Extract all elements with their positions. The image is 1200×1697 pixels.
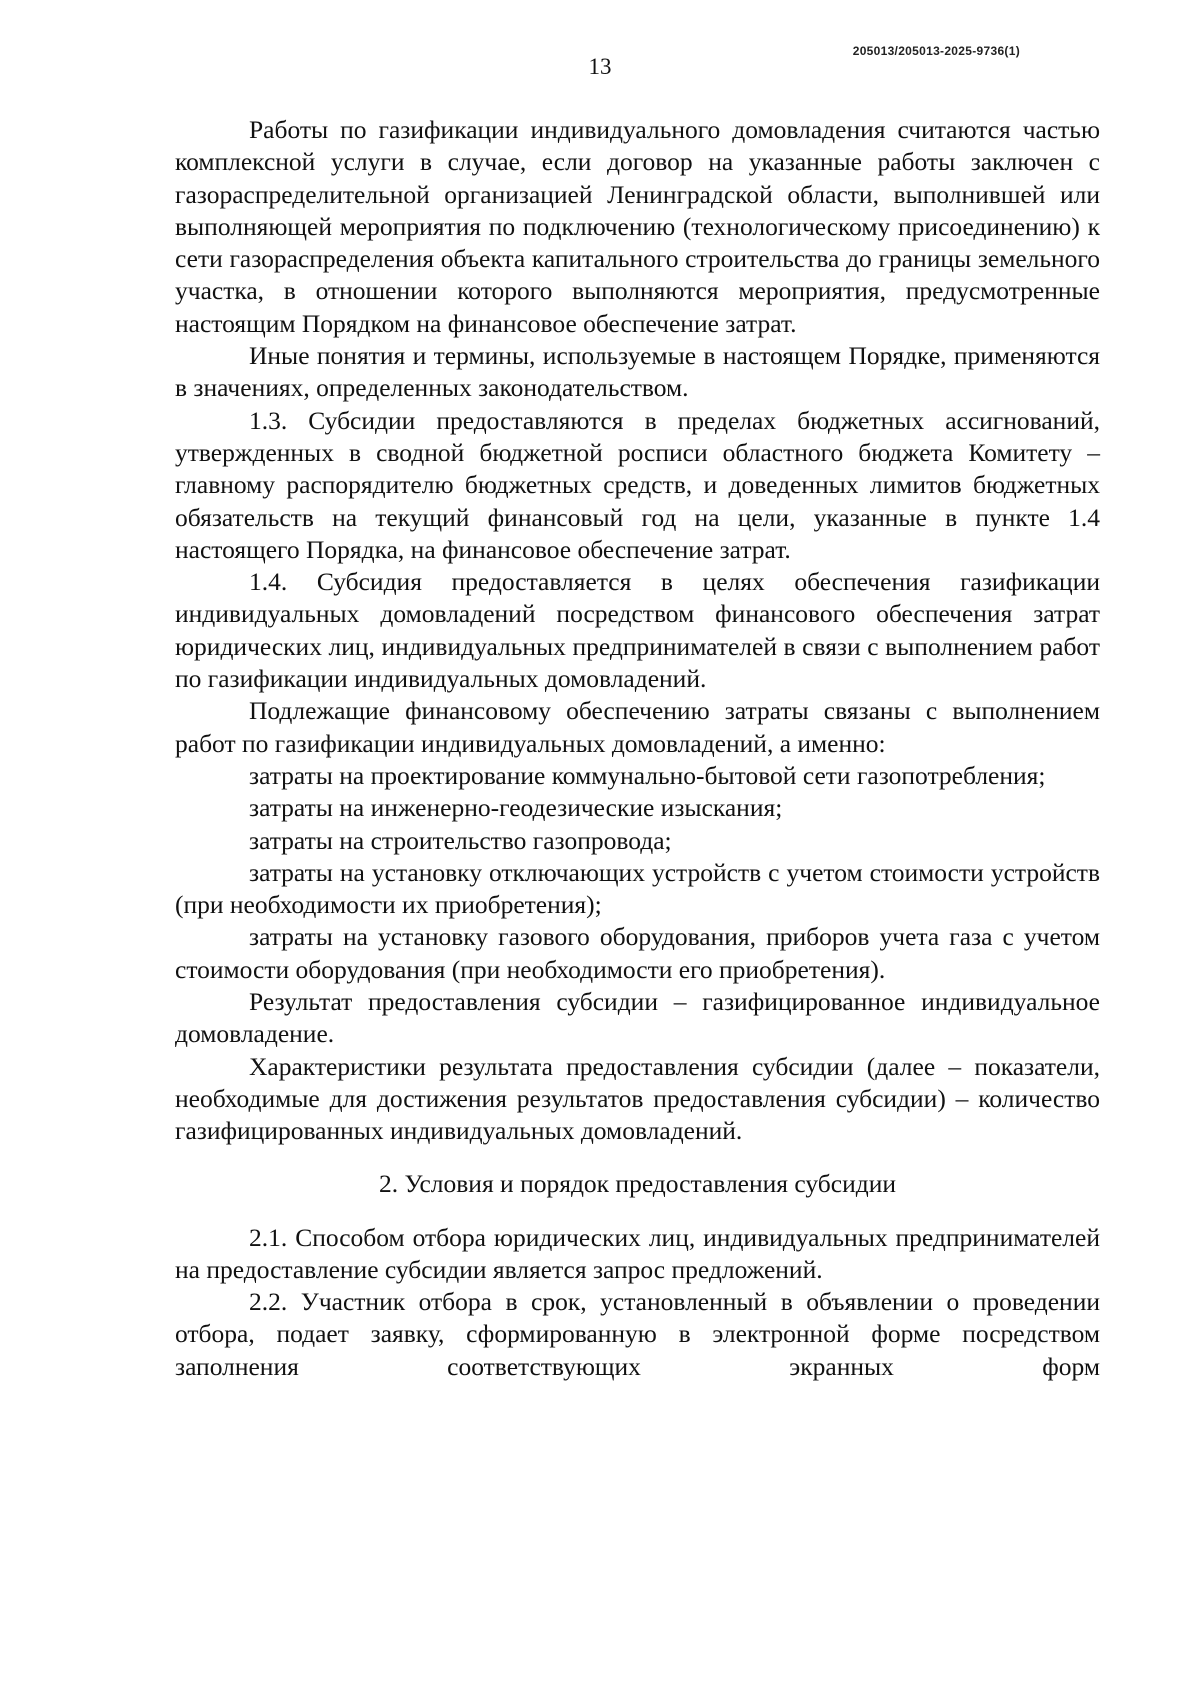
paragraph-2-2: 2.2. Участник отбора в срок, установленный в объявлении о проведении отбора, подает заявку, сформированную в электронной форме посредством заполнения соответствующих экранных форм — [175, 1287, 1100, 1381]
paragraph-result: Результат предоставления субсидии – газифицированное индивидуальное домовладение. — [175, 987, 1100, 1049]
list-item-survey-costs: затраты на инженерно-геодезические изыскания; — [249, 793, 783, 823]
section-2-title: 2. Условия и порядок предоставления субсидии — [378, 1168, 897, 1198]
paragraph-1-4: 1.4. Субсидия предоставляется в целях обеспечения газификации индивидуальных домовладений посредством финансового обеспечения затрат юридических лиц, индивидуальных предпринимателей в связи с выполнением работ по газификации индивидуальных домовладений. — [175, 567, 1100, 694]
paragraph-result-characteristics: Характеристики результата предоставления субсидии (далее – показатели, необходимые для достижения результатов предоставления субсидии) – количество газифицированных индивидуальных домовладений. — [175, 1051, 1100, 1146]
paragraph-1-3: 1.3. Субсидии предоставляются в пределах бюджетных ассигнований, утвержденных в сводной бюджетной росписи областного бюджета Комитету – главному распорядителю бюджетных средств, и доведенных лимитов бюджетных обязательств на текущий финансовый год на цели, указанные в пункте 1.4 настоящего Порядка, на финансовое обеспечение затрат. — [175, 405, 1100, 564]
document-body — [175, 114, 1100, 1383]
paragraph-gasification-works: Работы по газификации индивидуального домовладения считаются частью комплексной услуги в случае, если договор на указанные работы заключен с газораспределительной организацией Ленинградской области, выполнившей или выполняющей мероприятия по подключению (технологическому присоединению) к сети газораспределения объекта капитального строительства до границы земельного участка, в отношении которого выполняются мероприятия, предусмотренные настоящим Порядком на финансовое обеспечение затрат. — [175, 115, 1100, 338]
document-id: 205013/205013-2025-9736(1) — [852, 44, 1020, 58]
paragraph-terms: Иные понятия и термины, используемые в настоящем Порядке, применяются в значениях, определенных законодательством. — [175, 341, 1100, 403]
list-item-design-costs: затраты на проектирование коммунально-бытовой сети газопотребления; — [249, 760, 1046, 790]
list-item-construction-costs: затраты на строительство газопровода; — [249, 825, 672, 855]
paragraph-costs-intro: Подлежащие финансовому обеспечению затраты связаны с выполнением работ по газификации индивидуальных домовладений, а именно: — [175, 696, 1100, 758]
paragraph-2-1: 2.1. Способом отбора юридических лиц, индивидуальных предпринимателей на предоставление субсидии является запрос предложений. — [175, 1222, 1100, 1284]
list-item-gas-equipment-costs: затраты на установку газового оборудования, приборов учета газа с учетом стоимости оборудования (при необходимости его приобретения). — [175, 922, 1100, 984]
list-item-shutoff-devices-costs: затраты на установку отключающих устройств с учетом стоимости устройств (при необходимости их приобретения); — [175, 857, 1100, 920]
page-number: 13 — [588, 54, 612, 79]
